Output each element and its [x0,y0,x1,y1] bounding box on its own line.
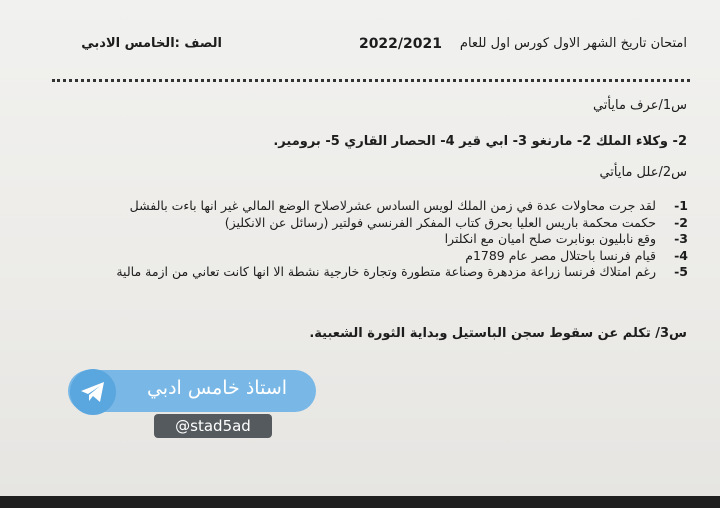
question2-title: س2/علل مايأتي [599,165,687,180]
item-text: قيام فرنسا باحتلال مصر عام 1789م [465,247,656,263]
item-number: 3- [674,231,688,246]
item-text: رغم امتلاك فرنسا زراعة مزدهرة وصناعة متطورة وتجارة خارجية نشطة الا انها كانت تعاني من ازمة مالية [116,264,656,279]
channel-handle: @stad5ad [154,414,272,438]
bottom-bar [0,496,720,508]
item-number: 2- [674,214,688,230]
item-text: لقد جرت محاولات عدة في زمن الملك لويس السادس عشرلاصلاح الوضع المالي غير انها باءت بالفشل [129,198,656,213]
item-number: 4- [674,247,688,263]
telegram-icon [70,369,116,415]
question3-text: س3/ تكلم عن سقوط سجن الباستيل وبداية الثورة الشعبية. [309,326,687,341]
question2-item [73,264,688,281]
question2-list [73,198,688,281]
question2-item [73,248,688,265]
question1-answer: 2- وكلاء الملك 2- مارنغو 3- ابي قير 4- الحصار القاري 5- برومير. [273,134,687,149]
channel-name: استاذ خامس ادبي [146,377,288,399]
question1-title: س1/عرف مايأتي [592,98,687,113]
item-number: 5- [674,264,688,279]
class-label: الصف :الخامس الادبي [81,36,222,51]
question2-item [73,198,688,215]
exam-year: 2022/2021 [358,36,442,52]
question2-item [73,215,688,232]
item-text: وقع نابليون بونابرت صلح اميان مع انكلترا [444,231,656,246]
question2-item [73,231,688,248]
item-text: حكمت محكمة باريس العليا بحرق كتاب المفكر الفرنسي فولتير (رسائل عن الانكليز) [224,214,656,230]
item-number: 1- [674,198,688,213]
dotted-divider [52,79,690,82]
exam-title: امتحان تاريخ الشهر الاول كورس اول للعام [459,36,687,51]
